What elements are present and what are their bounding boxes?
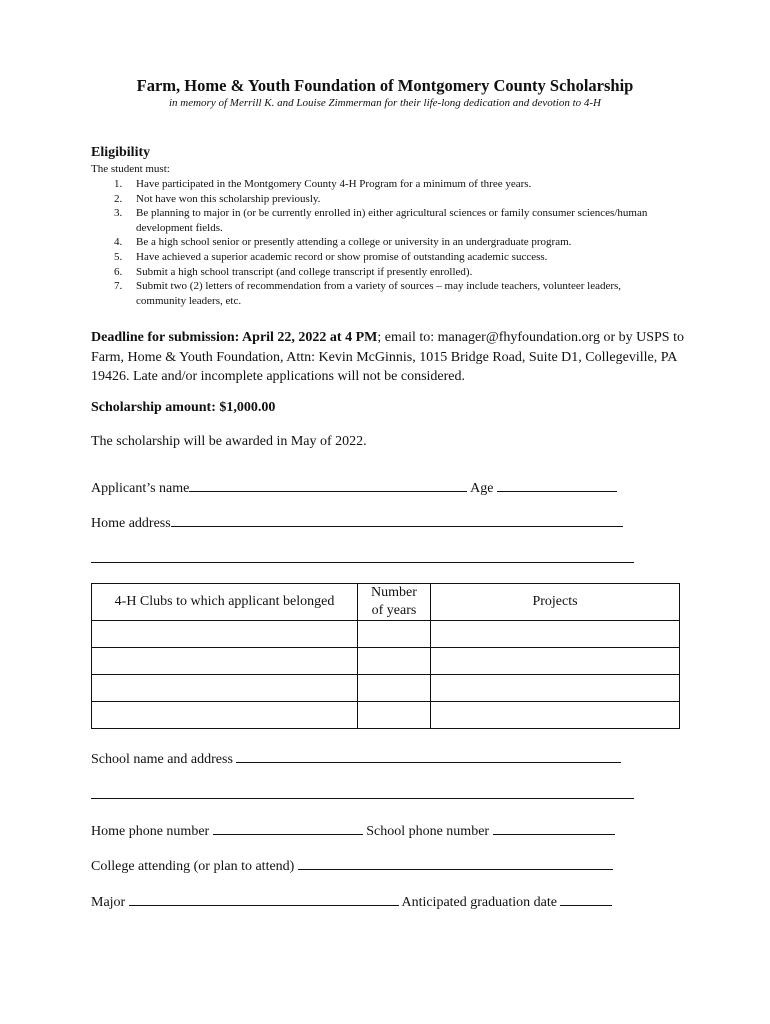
- item-text: Be a high school senior or presently attending a college or university in an undergraduate program.: [136, 236, 572, 249]
- graduation-field[interactable]: [560, 891, 612, 906]
- applicant-row: [91, 477, 617, 497]
- item-number: 5.: [114, 250, 123, 263]
- club-cell[interactable]: [92, 621, 358, 648]
- club-cell[interactable]: [92, 648, 358, 675]
- age-label: Age: [470, 481, 494, 496]
- home-address-field[interactable]: [171, 512, 623, 527]
- item-number: 6.: [114, 265, 123, 278]
- home-address-label: Home address: [91, 516, 171, 531]
- deadline-details: ; email to: manager@fhyfoundation.org or by USPS to Farm, Home & Youth Foundation, Attn: Kevin McGinnis, 1015 Bridge Road, Suite D1, Collegeville, PA 19426. Late and/or incomplete applications will not be considered.: [91, 330, 684, 384]
- school-address-field-line2[interactable]: [91, 798, 634, 799]
- club-cell[interactable]: [92, 675, 358, 702]
- school-name-label: School name and address: [91, 752, 233, 767]
- home-address-field-line2[interactable]: [91, 562, 634, 563]
- deadline-bold: Deadline for submission: April 22, 2022 at 4 PM: [91, 330, 378, 345]
- item-number: 7.: [114, 280, 123, 293]
- major-field[interactable]: [129, 891, 399, 906]
- eligibility-item: [91, 265, 671, 280]
- eligibility-item: [91, 206, 671, 235]
- home-phone-label: Home phone number: [91, 824, 210, 839]
- eligibility-list: [91, 177, 671, 308]
- deadline-paragraph: [91, 328, 691, 387]
- major-label: Major: [91, 895, 126, 910]
- award-date-text: The scholarship will be awarded in May of 2022.: [91, 434, 367, 449]
- eligibility-item: [91, 279, 671, 308]
- college-row: [91, 855, 613, 875]
- scholarship-amount: Scholarship amount: $1,000.00: [91, 400, 276, 415]
- projects-cell[interactable]: [431, 675, 680, 702]
- school-address-field[interactable]: [236, 748, 621, 763]
- item-text: Have achieved a superior academic record or show promise of outstanding academic success.: [136, 250, 548, 263]
- club-cell[interactable]: [92, 702, 358, 729]
- col-years-line1: Number: [371, 585, 417, 600]
- projects-cell[interactable]: [431, 648, 680, 675]
- years-cell[interactable]: [358, 621, 431, 648]
- college-field[interactable]: [298, 855, 613, 870]
- eligibility-heading: Eligibility: [91, 145, 151, 160]
- item-text: Submit a high school transcript (and college transcript if presently enrolled).: [136, 265, 473, 278]
- home-address-row: [91, 512, 623, 532]
- table-row: [92, 675, 680, 702]
- form-subtitle: in memory of Merrill K. and Louise Zimmerman for their life-long dedication and devotion to 4-H: [168, 97, 602, 109]
- col-years-line2: of years: [371, 603, 417, 618]
- home-phone-field[interactable]: [213, 820, 363, 835]
- school-phone-field[interactable]: [493, 820, 615, 835]
- applicant-name-label: Applicant’s name: [91, 481, 190, 496]
- clubs-table: [91, 583, 680, 729]
- item-number: 1.: [114, 178, 123, 190]
- years-cell[interactable]: [358, 702, 431, 729]
- table-header-row: [92, 584, 680, 621]
- projects-cell[interactable]: [431, 621, 680, 648]
- table-row: [92, 621, 680, 648]
- school-address-row: [91, 748, 621, 768]
- item-number: 2.: [114, 192, 123, 205]
- form-title: Farm, Home & Youth Foundation of Montgomery County Scholarship: [136, 76, 634, 95]
- item-number: 4.: [114, 236, 123, 249]
- eligibility-item: [91, 177, 671, 192]
- col-projects-header: Projects: [431, 584, 680, 621]
- table-row: [92, 648, 680, 675]
- item-text: Be planning to major in (or be currently enrolled in) either agricultural sciences or family consumer sciences/human development fields.: [136, 207, 648, 234]
- college-label: College attending (or plan to attend): [91, 859, 295, 874]
- major-row: [91, 891, 612, 911]
- graduation-label: Anticipated graduation date: [401, 895, 557, 910]
- years-cell[interactable]: [358, 675, 431, 702]
- eligibility-intro: The student must:: [91, 163, 170, 175]
- item-text: Have participated in the Montgomery County 4-H Program for a minimum of three years.: [136, 178, 532, 190]
- col-clubs-header: 4-H Clubs to which applicant belonged: [92, 584, 358, 621]
- applicant-name-field[interactable]: [189, 477, 467, 492]
- table-row: [92, 702, 680, 729]
- years-cell[interactable]: [358, 648, 431, 675]
- eligibility-item: [91, 235, 671, 250]
- col-years-header: [358, 584, 431, 621]
- school-phone-label: School phone number: [366, 824, 490, 839]
- eligibility-item: [91, 250, 671, 265]
- item-number: 3.: [114, 207, 123, 220]
- projects-cell[interactable]: [431, 702, 680, 729]
- item-text: Submit two (2) letters of recommendation from a variety of sources – may include teachers, volunteer leaders, community leaders, etc.: [136, 280, 622, 307]
- eligibility-item: [91, 192, 671, 207]
- phone-row: [91, 820, 615, 840]
- age-field[interactable]: [497, 477, 617, 492]
- item-text: Not have won this scholarship previously.: [136, 192, 321, 205]
